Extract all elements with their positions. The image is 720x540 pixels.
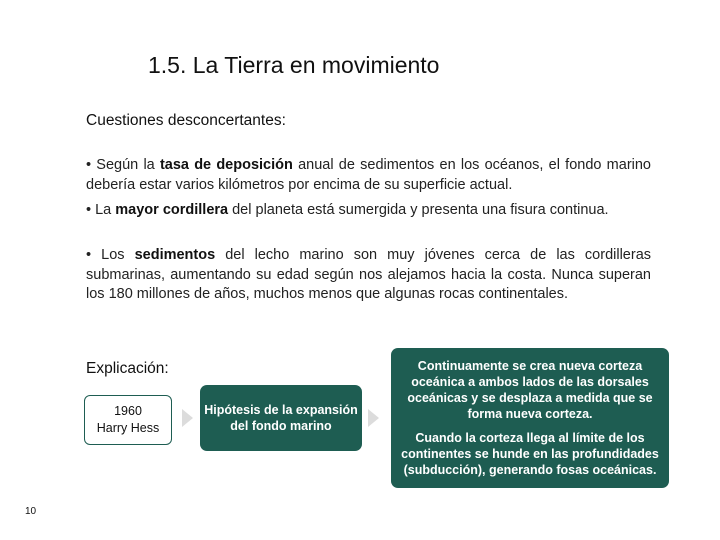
bullet-bold-term: mayor cordillera [115,202,229,218]
result-paragraph-1: Continuamente se crea nueva corteza oceánica a ambos lados de las dorsales oceánicas y se desplaza a medida que se forma nueva corteza. [407,359,653,421]
bullet-text: del lecho marino son muy jóvenes cerca de las cordilleras submarinas, aumentando su edad según nos alejamos hacia la costa. Nunca superan los 180 millones de años, muchos menos que algunas rocas continentales. [86,247,652,302]
result-box [391,348,669,488]
bullet-deposition-rate [86,156,651,195]
subheading: Cuestiones desconcertantes: [86,112,286,129]
origin-author: Harry Hess [96,421,160,435]
page-number: 10 [25,506,37,517]
arrow-right-icon [182,409,193,427]
hypothesis-text: Hipótesis de la expansión del fondo marino [204,403,358,433]
bullet-submerged-range [86,201,651,221]
arrow-right-icon [368,409,379,427]
bullet-text: • La [86,202,116,218]
result-paragraph-2: Cuando la corteza llega al límite de los continentes se hunde en las profundidades (subducción), generando fosas oceánicas. [401,431,659,477]
hypothesis-box [200,385,362,451]
slide-title: 1.5. La Tierra en movimiento [148,52,440,78]
bullet-bold-term: tasa de deposición [159,157,293,173]
bullet-text: • Según la [86,157,160,173]
explanation-label: Explicación: [86,360,169,377]
bullet-bold-term: sedimentos [134,247,216,263]
bullet-text: • Los [86,247,135,263]
bullet-text: del planeta está sumergida y presenta una fisura continua. [228,202,609,218]
origin-box [84,395,172,445]
origin-year: 1960 [114,404,142,418]
bullet-sediment-age [86,246,651,305]
bullet-text: anual de sedimentos en los océanos, el fondo marino debería estar varios kilómetros por encima de su superficie actual. [86,157,651,193]
